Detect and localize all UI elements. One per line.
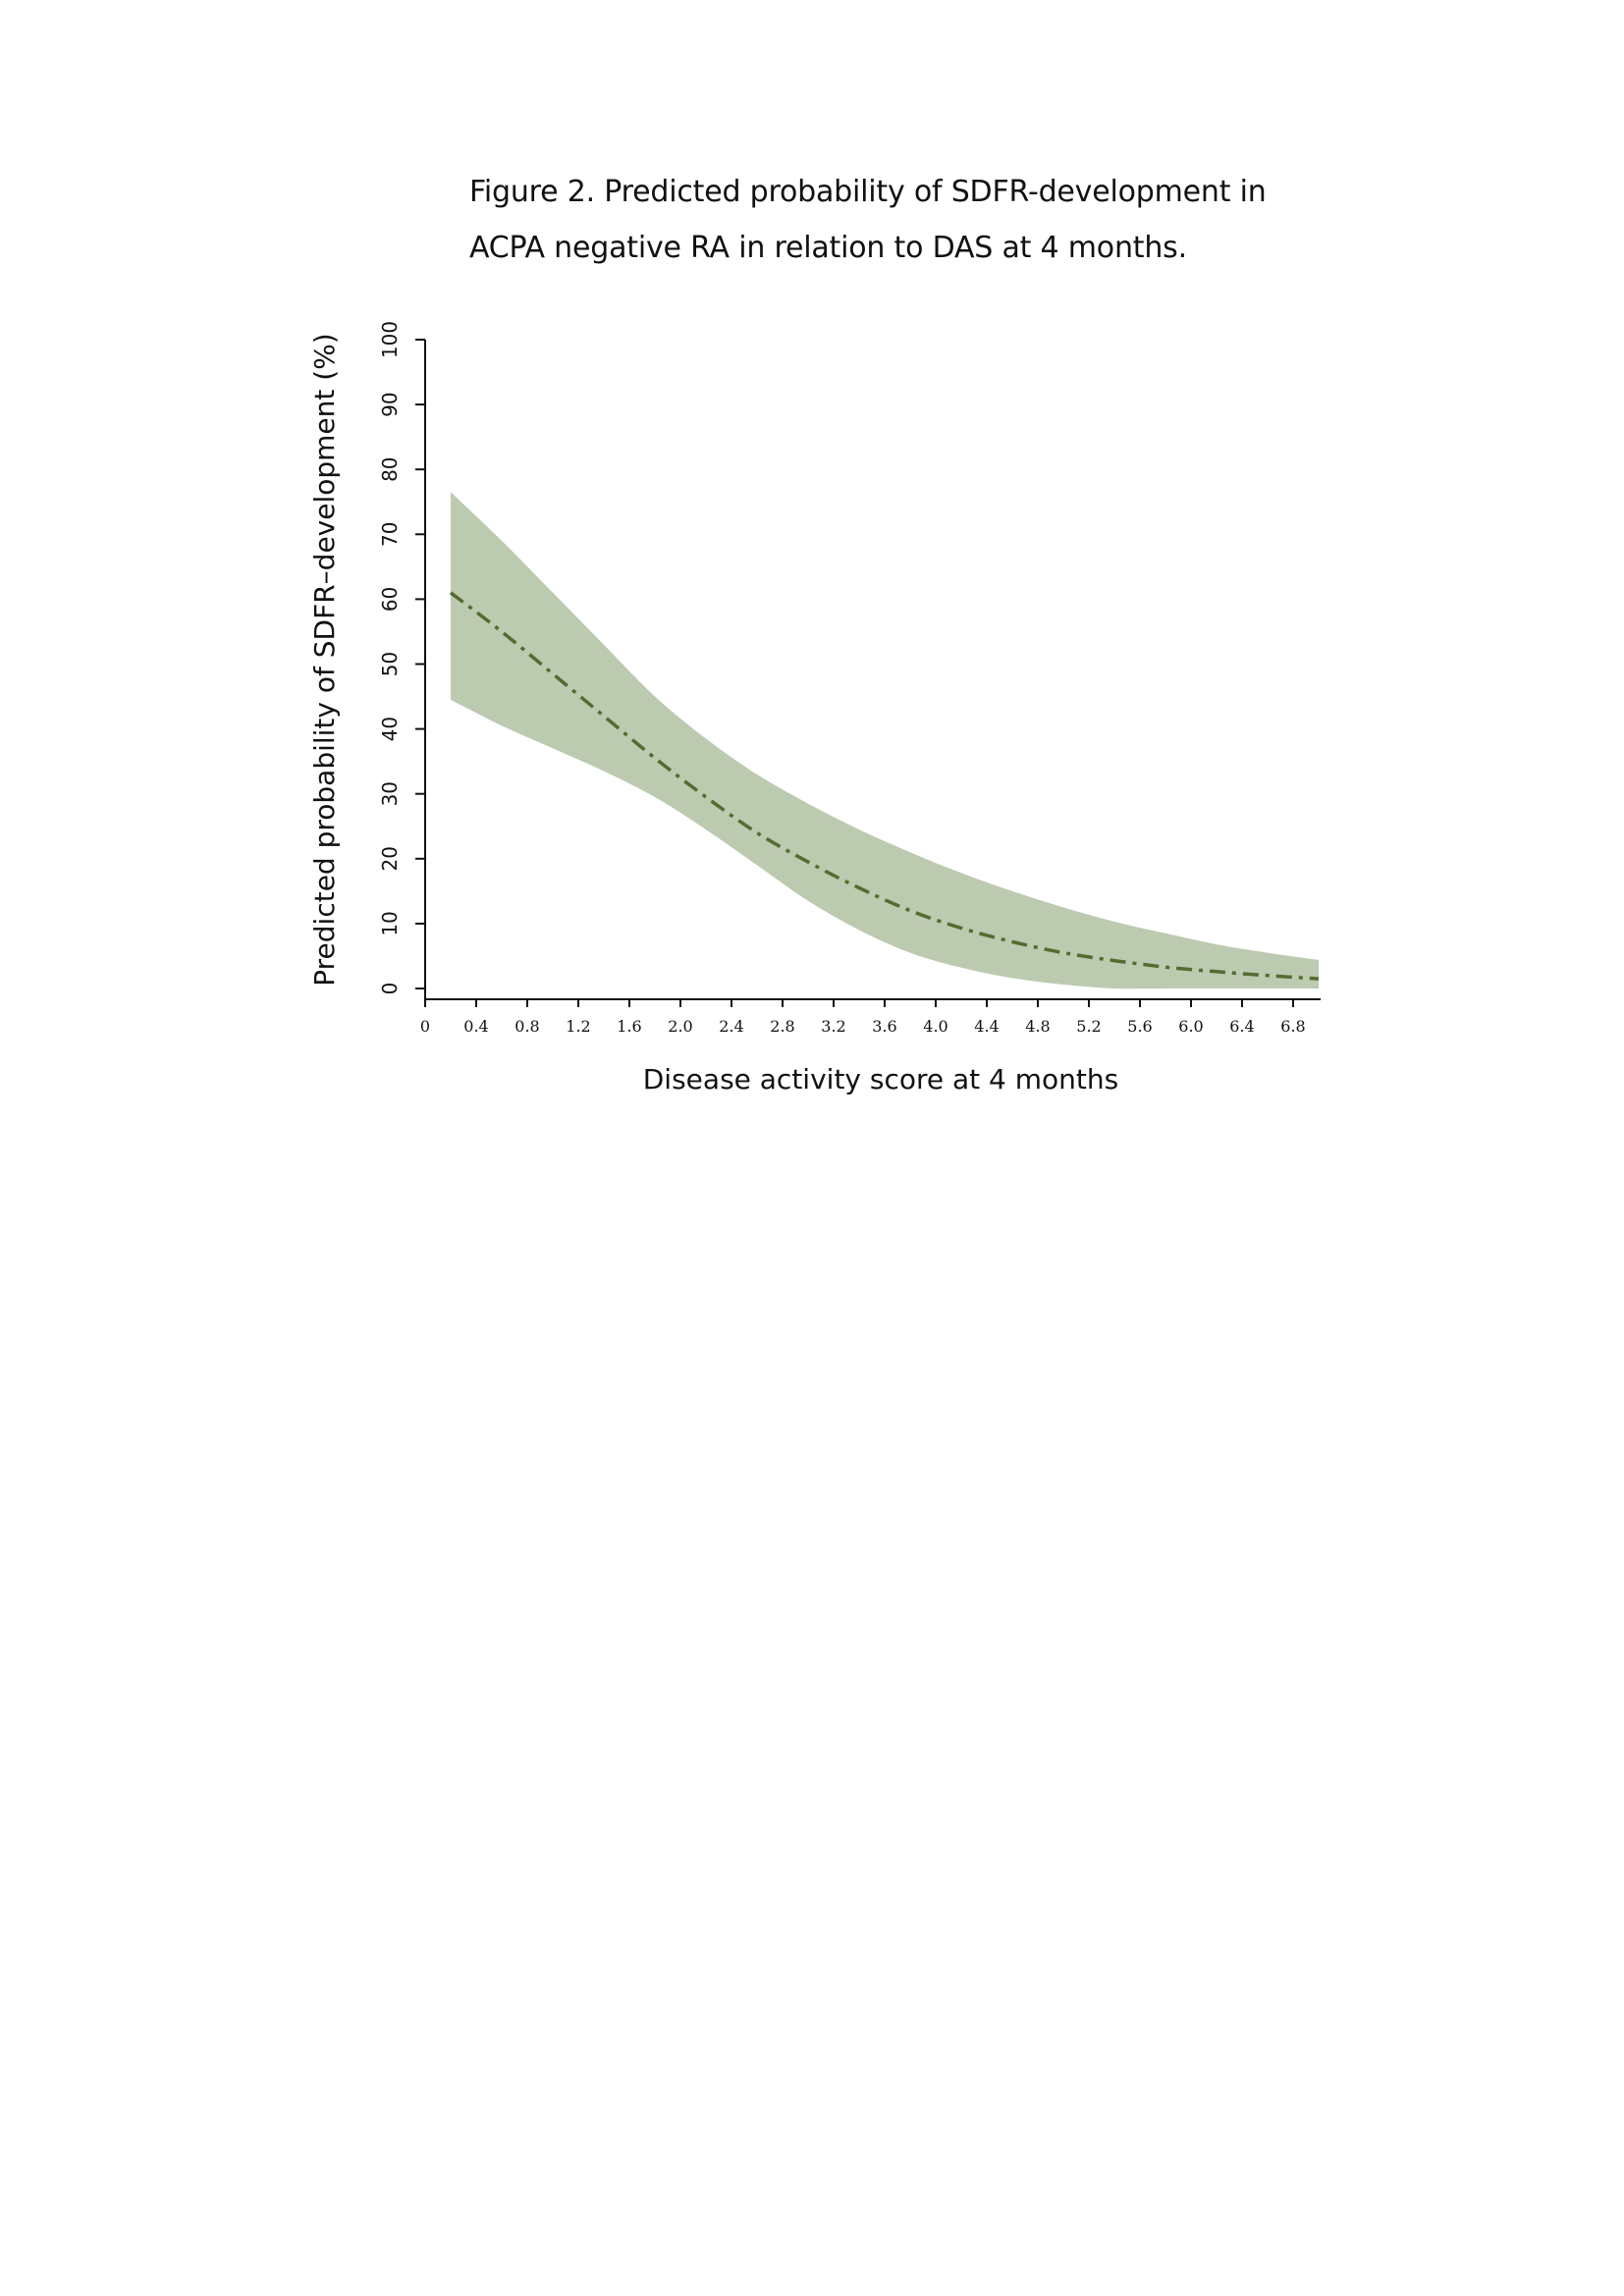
figure-title-line-1: Figure 2. Predicted probability of SDFR-development in bbox=[469, 175, 1267, 209]
x-tick-label: 6.4 bbox=[1229, 1017, 1255, 1036]
y-tick-label: 100 bbox=[378, 320, 402, 359]
y-axis-title: Predicted probability of SDFR–development (%) bbox=[308, 333, 341, 987]
figure-title-line-2: ACPA negative RA in relation to DAS at 4 months. bbox=[469, 231, 1187, 265]
x-tick-label: 0.8 bbox=[514, 1017, 540, 1036]
x-tick-label: 4.0 bbox=[923, 1017, 948, 1036]
x-tick-label: 0.4 bbox=[463, 1017, 489, 1036]
y-tick-label: 0 bbox=[378, 982, 402, 995]
y-tick-label: 40 bbox=[378, 716, 402, 742]
y-tick-label: 80 bbox=[378, 456, 402, 482]
x-tick-label: 1.6 bbox=[617, 1017, 642, 1036]
x-tick-label: 2.8 bbox=[770, 1017, 795, 1036]
x-tick-label: 3.6 bbox=[872, 1017, 897, 1036]
x-tick-label: 2.0 bbox=[668, 1017, 693, 1036]
x-tick-label: 0 bbox=[419, 1017, 431, 1036]
x-tick-label: 2.4 bbox=[719, 1017, 744, 1036]
x-tick-label: 3.2 bbox=[821, 1017, 846, 1036]
x-tick-label: 5.2 bbox=[1076, 1017, 1102, 1036]
x-tick-label: 6.0 bbox=[1178, 1017, 1204, 1036]
x-tick-label: 5.6 bbox=[1127, 1017, 1153, 1036]
y-tick-label: 90 bbox=[378, 392, 402, 417]
x-axis-title: Disease activity score at 4 months bbox=[642, 1063, 1119, 1095]
y-tick-label: 70 bbox=[378, 521, 402, 548]
confidence-band bbox=[451, 492, 1319, 988]
x-tick-label: 1.2 bbox=[566, 1017, 591, 1036]
y-tick-label: 30 bbox=[378, 780, 402, 807]
y-tick-label: 20 bbox=[378, 846, 402, 872]
band-layer bbox=[451, 492, 1319, 988]
y-tick-label: 60 bbox=[378, 586, 402, 613]
y-tick-label: 50 bbox=[378, 651, 402, 677]
x-tick-label: 6.8 bbox=[1280, 1017, 1306, 1036]
x-tick-label: 4.8 bbox=[1025, 1017, 1051, 1036]
x-tick-label: 4.4 bbox=[974, 1017, 1000, 1036]
y-tick-label: 10 bbox=[378, 911, 402, 936]
